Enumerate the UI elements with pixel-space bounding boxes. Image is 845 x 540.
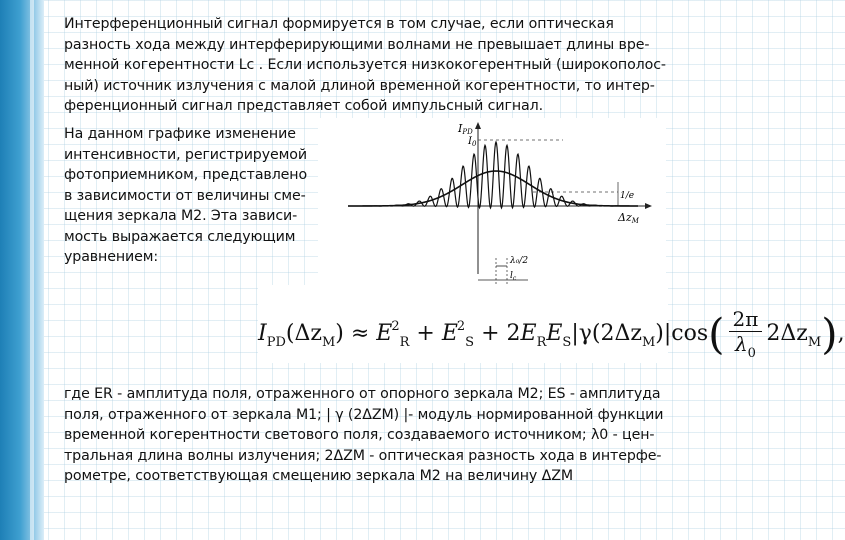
intro-line: Интерференционный сигнал формируется в том случае, если оптическая [64, 16, 614, 32]
equation-body [258, 307, 845, 361]
eq-frac-den [729, 332, 763, 361]
caption-line: временной когерентности светового поля, создаваемого источником; λ0 - цен- [64, 427, 655, 443]
eq-cos: cos [671, 321, 709, 346]
eq-es2-sub: S [562, 335, 572, 350]
eq-es: E [441, 321, 458, 346]
eq-plus: + [409, 321, 442, 346]
interferogram-figure [318, 118, 666, 288]
lambda-label: λ₀/2 [510, 256, 529, 266]
description-line: щения зеркала М2. Эта зависи- [64, 208, 298, 224]
eq-lambda: λ [734, 332, 748, 356]
interference-signal [348, 142, 638, 208]
eq-fraction [729, 307, 763, 361]
peak-label: $I_0$ [468, 136, 477, 148]
eq-approx: ≈ [343, 321, 377, 346]
intro-paragraph [64, 14, 704, 117]
description-line: интенсивности, регистрируемой [64, 146, 307, 163]
caption-line: тральная длина волны излучения; 2ΔZM - оптическая разность хода в интерфе- [64, 447, 662, 464]
intro-line: менной когерентности Lc . Если используется низкокогерентный (широкополос- [64, 57, 666, 73]
level-label: 1/e [620, 191, 635, 201]
description-line: в зависимости от величины сме- [64, 187, 306, 204]
variables-caption [64, 384, 704, 487]
eq-end: , [837, 321, 845, 346]
y-axis-label: IPD [458, 122, 473, 136]
eq-gamma-close: )| [655, 321, 672, 346]
eq-er2-sub: R [536, 335, 547, 350]
description-line: мость выражается следующим [64, 228, 296, 245]
eq-arg: (Δz [285, 321, 322, 346]
eq-er: E [376, 321, 393, 346]
eq-er-sq: 2 [391, 319, 400, 334]
eq-lambda-sub: 0 [747, 346, 756, 361]
intro-line: разность хода между интерферирующими волнами не превышает длины вре- [64, 36, 650, 53]
eq-two-dz: 2Δz [766, 321, 808, 346]
eq-big-paren-close: ) [821, 309, 838, 359]
eq-er2: E [520, 321, 537, 346]
left-bar-stripe [30, 0, 34, 540]
left-decorative-bar [0, 0, 44, 540]
eq-gamma: |γ(2Δz [571, 321, 642, 346]
eq-es-sq: 2 [456, 319, 466, 334]
x-axis-label: ΔzM [618, 211, 639, 225]
caption-line: рометре, соответствующая смещению зеркала М2 на величину ΔZM [64, 468, 573, 484]
graph-description-paragraph [64, 124, 324, 268]
eq-gamma-sub: M [641, 335, 656, 350]
eq-two-dz-sub: M [807, 335, 822, 350]
eq-big-paren-open: ( [708, 309, 725, 359]
eq-lhs: I [258, 321, 267, 346]
eq-er-sub: R [399, 335, 410, 350]
caption-line: где ER - амплитуда поля, отраженного от опорного зеркала М2; ES - амплитуда [64, 386, 661, 402]
eq-arg-sub: M [321, 335, 336, 350]
eq-arg-close: ) [335, 321, 344, 346]
intro-line: ный) источник излучения с малой длиной временной когерентности, то интер- [64, 77, 655, 94]
eq-es2: E [546, 321, 563, 346]
eq-lhs-sub: PD [266, 335, 286, 350]
description-line: фотоприемником, представлено [64, 167, 308, 183]
eq-es-sub: S [465, 335, 475, 350]
intro-line: ференционный сигнал представляет собой импульсный сигнал. [64, 98, 543, 114]
lc-label: $l_c$ [510, 271, 517, 282]
description-line: уравнением: [64, 249, 159, 265]
caption-line: поля, отраженного от зеркала М1; | γ (2ΔZM) |- модуль нормированной функции [64, 406, 664, 423]
description-line: На данном графике изменение [64, 126, 296, 142]
interferogram-svg [318, 118, 666, 288]
eq-plus2: + 2 [474, 321, 521, 346]
y-axis-arrow [475, 122, 481, 129]
eq-frac-num: 2π [729, 307, 763, 332]
x-axis-arrow [645, 203, 652, 209]
